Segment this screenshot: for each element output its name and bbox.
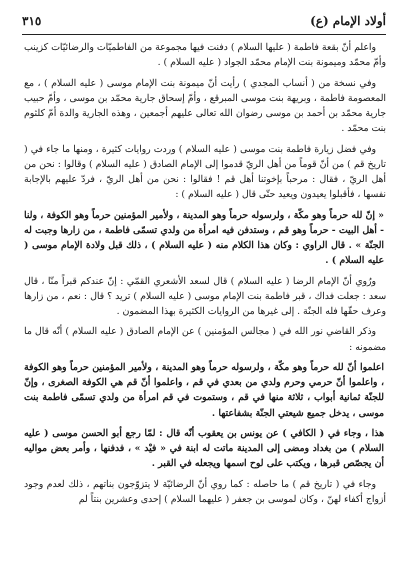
paragraph: وذكر القاضي نور الله في ( مجالس المؤمنين ) عن الإمام الصادق ( عليه السلام ) أنّه قال ما مضمونه : — [24, 326, 386, 353]
body-text — [24, 40, 386, 574]
page-number: ٣١٥ — [22, 14, 42, 28]
quoted-hadith: اعلموا أنّ لله حرماً وهو مكّة ، ولرسوله حرماً وهو المدينة ، ولأمير المؤمنين حرماً وهو الكوفة ، واعلموا أنّ حرمي وحرم ولدي من بعدي في قم ، واعلموا أنّ قم هي الكوفة الصغرى ، وإنّ للجنّة ثمانية أبواب ، ثلاثة منها في قم ، وستموت في قم امرأة من ولدي تسمّى فاطمة بنت موسى ، يدخل جميع شيعتي الجنّة بشفاعتها . — [24, 361, 384, 419]
paragraph: وفي فضل زيارة فاطمة بنت موسى ( عليه السلام ) وردت روايات كثيرة ، ومنها ما جاء في ( تاريخ قم ) من أنّ قوماً من أهل الريّ قدموا إلى الإمام الصادق ( عليه السلام ) وقالوا : نحن من أهل الريّ ، فقال : مرحباً بإخوتنا أهل قم ! فقالوا : نحن من أهل الريّ ، فردّ عليهم بالإجابة نفسها ، فأقبلوا يعيدون ويعيد حتّى قال ( عليه السلام ) : — [24, 143, 386, 201]
paragraph: ورُوي أنّ الإمام الرضا ( عليه السلام ) قال لسعد الأشعري القمّي : إنّ عندكم قبراً منّا ، قال سعد : جعلت فداك ، قبر فاطمة بنت الإمام موسى ( عليه السلام ) تريد ؟ قال : نعم ، من زارها وعرف حقّها فله الجنّة . إلى غيرها من الروايات الكثيرة بهذا المضمون . — [24, 275, 386, 317]
page-header — [22, 11, 386, 31]
paragraph: وفي نسخة من ( أنساب المجدي ) رأيت أنّ ميمونة بنت الإمام موسى ( عليه السلام ) ، مع المعصومة فاطمة ، وبريهة بنت موسى المبرقع ، وأمّ إسحاق جارية محمّد بن موسى ، وأمّ حبيب جارية محمّد بن أحمد بن موسى رضوان الله تعالى عليهم أجمعين ، وهذه الجارية والدة أمّ كلثوم بنت محمّد . — [24, 77, 386, 135]
running-title: أولاد الإمام (ع) — [310, 14, 386, 28]
header-rule — [22, 34, 386, 35]
quoted-narration: هذا ، وجاء في ( الكافي ) عن يونس بن يعقوب أنّه قال : لمّا رجع أبو الحسن موسى ( عليه السلام ) من بغداد ومضى إلى المدينة ماتت له ابنة في « فيْد » ، فدفنها ، وأمر بعض مواليه أن يجصّص قبرها ، ويكتب على لوح اسمها ويجعله في القبر . — [24, 427, 384, 470]
paragraph: واعلم أنّ بقعة فاطمة ( عليها السلام ) دفنت فيها مجموعة من الفاطميّات والرضائيّات كزينب وأمّ محمّد وميمونة بنت الإمام محمّد الجواد ( عليه السلام ) . — [24, 42, 386, 69]
quoted-hadith: « إنّ لله حرماً وهو مكّة ، ولرسوله حرماً وهو المدينة ، ولأمير المؤمنين حرماً وهو الكوفة ، ولنا - أهل البيت - حرماً وهو قم ، وستدفن فيه امرأة من ولدي تسمّى فاطمة ، من زارها وجبت له الجنّة » . قال الراوي : وكان هذا الكلام منه ( عليه السلام ) ، ذلك قبل ولادة الإمام موسى ( عليه السلام ) . — [24, 209, 384, 267]
paragraph: وجاء في ( تاريخ قم ) ما حاصله : كما روي أنّ الرضائيّة لا يتزوّجون بناتهم ، ذلك لعدم وجود أزواج أكفاء لهنّ ، وكان لموسى بن جعفر ( عليهما السلام ) إحدى وعشرين بنتاً لم — [24, 478, 386, 505]
